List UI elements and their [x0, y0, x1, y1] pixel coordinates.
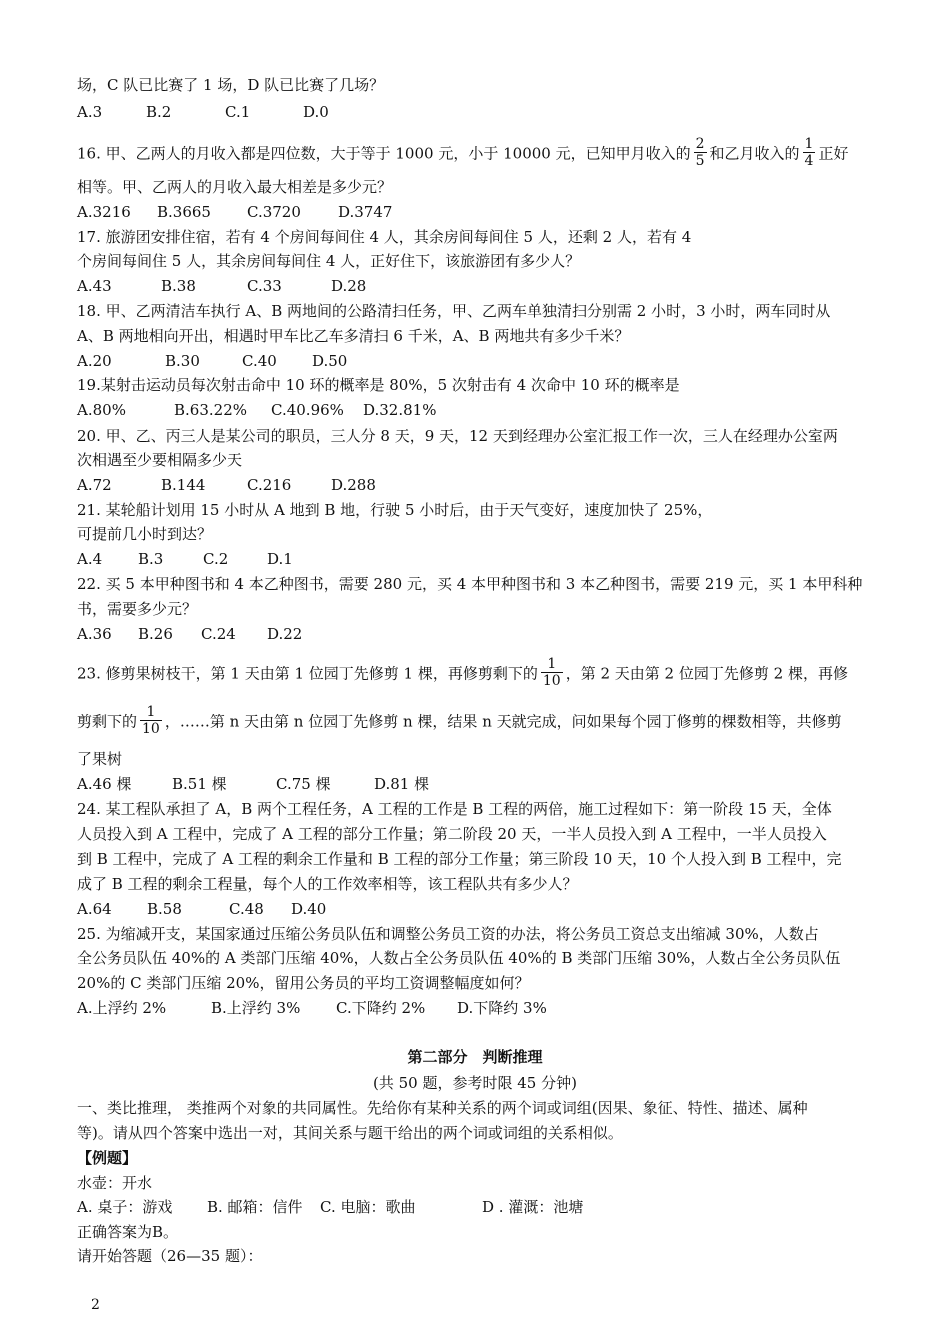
page-number: 2 — [91, 1297, 100, 1313]
q24-option-c: C.48 — [229, 900, 264, 918]
q25-line3: 20%的 C 类部门压缩 20%，留用公务员的平均工资调整幅度如何？ — [77, 974, 530, 992]
q15-options — [77, 102, 329, 122]
q15-option-b: B.2 — [146, 103, 172, 121]
q24-option-a: A.64 — [77, 900, 112, 918]
q19-option-a: A.80% — [77, 401, 126, 419]
part2-title: 第二部分 判断推理 — [407, 1048, 543, 1066]
q20-option-a: A.72 — [77, 476, 112, 494]
q23-line3: 了果树 — [77, 750, 123, 768]
q23-fraction-1-numerator: 1 — [541, 656, 563, 673]
example-option-d: D . 灌溉：池塘 — [482, 1198, 584, 1216]
q17-option-d: D.28 — [331, 277, 367, 295]
q23-fraction-2-denominator: 10 — [142, 721, 160, 737]
part2-subtitle: (共 50 题，参考时限 45 分钟) — [373, 1074, 577, 1092]
q16-line1 — [77, 138, 848, 171]
q23-option-b: B.51 棵 — [172, 775, 227, 793]
q24-option-b: B.58 — [147, 900, 182, 918]
q25-option-c: C.下降约 2% — [336, 999, 426, 1017]
q19-option-d: D.32.81% — [363, 401, 437, 419]
q16-fraction-1 — [694, 136, 707, 169]
q23-line2 — [77, 706, 842, 739]
q22-line1: 22. 买 5 本甲种图书和 4 本乙种图书，需要 280 元，买 4 本甲种图书和 3 本乙种图书，需要 219 元，买 1 本甲科种 — [77, 575, 863, 593]
q20-line2: 次相遇至少要相隔多少天 — [77, 451, 243, 469]
start-instruction: 请开始答题（26—35 题）： — [77, 1247, 263, 1265]
q15-text: 场，C 队已比赛了 1 场，D 队已比赛了几场？ — [77, 76, 385, 94]
q23-option-d: D.81 棵 — [374, 775, 430, 793]
q17-line2: 个房间每间住 5 人，其余房间每间住 4 人，正好住下，该旅游团有多少人？ — [77, 252, 581, 270]
q16-text-part1: 16. 甲、乙两人的月收入都是四位数，大于等于 1000 元，小于 10000 元，已知甲月收入的 — [77, 144, 691, 163]
example-option-c: C. 电脑：歌曲 — [320, 1198, 416, 1216]
q24-line1: 24. 某工程队承担了 A，B 两个工程任务，A 工程的工作是 B 工程的两倍，施工过程如下：第一阶段 15 天，全体 — [77, 800, 832, 818]
q16-option-d: D.3747 — [338, 203, 393, 221]
q25-option-b: B.上浮约 3% — [211, 999, 301, 1017]
q24-options — [77, 899, 326, 919]
q16-line2: 相等。甲、乙两人的月收入最大相差是多少元？ — [77, 178, 393, 196]
q17-option-a: A.43 — [77, 277, 112, 295]
q25-line1: 25. 为缩减开支，某国家通过压缩公务员队伍和调整公务员工资的办法，将公务员工资总支出缩减 30%，人数占 — [77, 925, 819, 943]
q22-option-c: C.24 — [201, 625, 236, 643]
q20-option-b: B.144 — [161, 476, 206, 494]
q23-text-part3: 剪剩下的 — [77, 712, 138, 731]
q23-text-part1: 23. 修剪果树枝干，第 1 天由第 1 位园丁先修剪 1 棵，再修剪剩下的 — [77, 664, 538, 683]
q18-option-d: D.50 — [312, 352, 348, 370]
q25-option-d: D.下降约 3% — [457, 999, 547, 1017]
part2-intro-line1: 一、类比推理， 类推两个对象的共同属性。先给你有某种关系的两个词或词组(因果、象征、特性、描述、属种 — [77, 1099, 808, 1117]
q17-options — [77, 276, 366, 296]
q22-line2: 书，需要多少元？ — [77, 600, 198, 618]
q22-option-a: A.36 — [77, 625, 112, 643]
q19-line1: 19.某射击运动员每次射击命中 10 环的概率是 80%，5 次射击有 4 次命中 10 环的概率是 — [77, 376, 680, 394]
q18-option-a: A.20 — [77, 352, 112, 370]
q23-text-part4: ，……第 n 天由第 n 位园丁先修剪 n 棵，结果 n 天就完成，问如果每个园丁修剪的棵数相等，共修剪 — [164, 712, 842, 731]
q20-options — [77, 475, 376, 495]
q21-line1: 21. 某轮船计划用 15 小时从 A 地到 B 地，行驶 5 小时后，由于天气变好，速度加快了 25%， — [77, 501, 713, 519]
q18-options — [77, 351, 347, 371]
q17-line1: 17. 旅游团安排住宿，若有 4 个房间每间住 4 人，其余房间每间住 5 人，还剩 2 人，若有 4 — [77, 228, 692, 246]
q24-option-d: D.40 — [291, 900, 327, 918]
q23-fraction-2 — [140, 704, 162, 737]
q19-option-c: C.40.96% — [271, 401, 344, 419]
q24-line3: 到 B 工程中，完成了 A 工程的剩余工作量和 B 工程的部分工作量；第三阶段 10 天，10 个人投入到 B 工程中，完 — [77, 850, 842, 868]
q23-option-c: C.75 棵 — [276, 775, 331, 793]
q16-fraction-2 — [803, 136, 816, 169]
example-options — [77, 1197, 583, 1217]
q15-option-c: C.1 — [225, 103, 251, 121]
q20-option-c: C.216 — [247, 476, 292, 494]
q21-options — [77, 549, 293, 569]
q19-options — [77, 400, 436, 420]
q19-option-b: B.63.22% — [174, 401, 247, 419]
example-option-a: A. 桌子：游戏 — [77, 1198, 173, 1216]
q18-option-c: C.40 — [242, 352, 277, 370]
example-label: 【例题】 — [77, 1149, 138, 1167]
q23-text-part2: ，第 2 天由第 2 位园丁先修剪 2 棵，再修 — [565, 664, 848, 683]
q16-option-c: C.3720 — [247, 203, 301, 221]
q21-line2: 可提前几小时到达？ — [77, 525, 213, 543]
q21-option-a: A.4 — [77, 550, 103, 568]
q22-option-d: D.22 — [267, 625, 303, 643]
q23-fraction-1-denominator: 10 — [542, 673, 561, 689]
q23-option-a: A.46 棵 — [77, 775, 132, 793]
q23-fraction-2-numerator: 1 — [140, 704, 162, 721]
q18-option-b: B.30 — [165, 352, 200, 370]
q16-fraction-2-numerator: 1 — [804, 136, 814, 152]
q21-option-c: C.2 — [203, 550, 229, 568]
q22-option-b: B.26 — [138, 625, 173, 643]
q23-options — [77, 774, 429, 794]
q18-line2: A、B 两地相向开出，相遇时甲车比乙车多清扫 6 千米，A、B 两地共有多少千米？ — [77, 327, 630, 345]
q23-line1 — [77, 658, 848, 691]
q21-option-d: D.1 — [267, 550, 293, 568]
part2-intro-line2: 等)。请从四个答案中选出一对，其间关系与题干给出的两个词或词组的关系相似。 — [77, 1124, 623, 1142]
q16-options — [77, 202, 392, 222]
q16-text-part3: 正好 — [818, 144, 849, 163]
q21-option-b: B.3 — [138, 550, 164, 568]
q24-line2: 人员投入到 A 工程中，完成了 A 工程的部分工作量；第二阶段 20 天，一半人员投入到 A 工程中，一半人员投入 — [77, 825, 827, 843]
q17-option-c: C.33 — [247, 277, 282, 295]
q25-line2: 全公务员队伍 40%的 A 类部门压缩 40%，人数占全公务员队伍 40%的 B 类部门压缩 30%，人数占全公务员队伍 — [77, 949, 841, 967]
q20-line1: 20. 甲、乙、丙三人是某公司的职员，三人分 8 天，9 天，12 天到经理办公室汇报工作一次，三人在经理办公室两 — [77, 427, 838, 445]
q16-text-part2: 和乙月收入的 — [709, 144, 800, 163]
q16-fraction-1-numerator: 2 — [695, 136, 705, 152]
example-stem: 水壶：开水 — [77, 1174, 153, 1192]
q22-options — [77, 624, 302, 644]
q23-fraction-1 — [541, 656, 563, 689]
q16-fraction-2-denominator: 4 — [804, 153, 814, 169]
example-answer: 正确答案为B。 — [77, 1223, 179, 1241]
q25-option-a: A.上浮约 2% — [77, 999, 167, 1017]
q17-option-b: B.38 — [161, 277, 196, 295]
q24-line4: 成了 B 工程的剩余工程量，每个人的工作效率相等，该工程队共有多少人？ — [77, 875, 578, 893]
q15-option-d: D.0 — [303, 103, 329, 121]
q15-option-a: A.3 — [77, 103, 103, 121]
q25-options — [77, 998, 547, 1018]
q16-fraction-1-denominator: 5 — [695, 153, 705, 169]
q18-line1: 18. 甲、乙两清洁车执行 A、B 两地间的公路清扫任务，甲、乙两车单独清扫分别需 2 小时，3 小时，两车同时从 — [77, 302, 831, 320]
q20-option-d: D.288 — [331, 476, 376, 494]
example-option-b: B. 邮箱：信件 — [207, 1198, 303, 1216]
q16-option-b: B.3665 — [157, 203, 211, 221]
q16-option-a: A.3216 — [77, 203, 131, 221]
